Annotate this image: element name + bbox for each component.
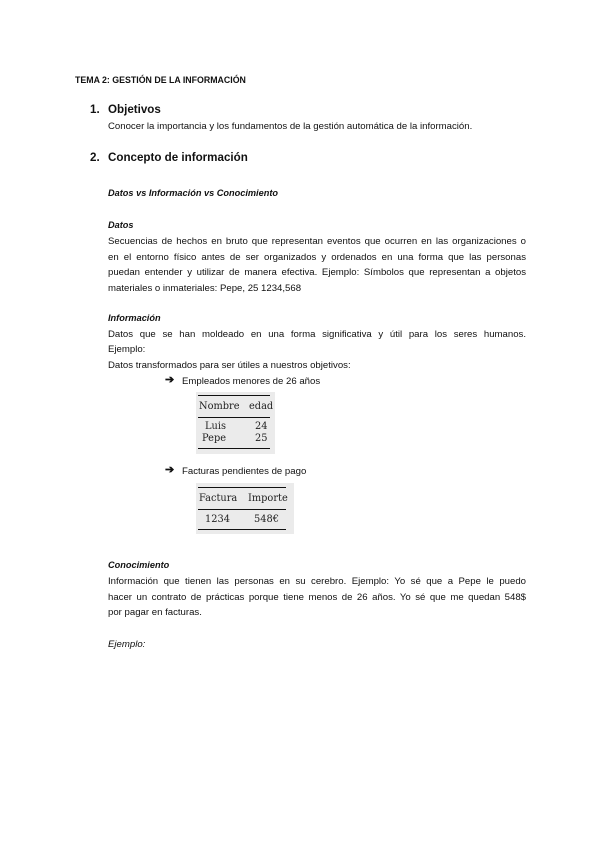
datos-line-1: Secuencias de hechos en bruto que representan eventos que ocurren en las organizaciones o <box>108 236 526 247</box>
informacion-line-2: Ejemplo: <box>108 344 146 355</box>
section-1-number: 1. <box>90 103 100 116</box>
section-1-text: Conocer la importancia y los fundamentos de la gestión automática de la información. <box>108 121 473 132</box>
conocimiento-heading: Conocimiento <box>108 560 170 570</box>
table-cell-pepe: Pepe <box>202 433 227 444</box>
table-header-importe: Importe <box>248 493 288 504</box>
informacion-line-1: Datos que se han moldeado en una forma significativa y útil para los seres humanos. <box>108 329 526 340</box>
informacion-heading: Información <box>108 313 161 323</box>
informacion-line-3: Datos transformados para ser útiles a nuestros objetivos: <box>108 360 351 371</box>
table-cell-24: 24 <box>255 421 268 432</box>
datos-line-3: puedan entender y utilizar de manera efectiva. Ejemplo: Símbolos que representan a objetos <box>108 267 526 278</box>
invoices-table <box>196 483 294 534</box>
table-header-edad: edad <box>249 401 274 412</box>
arrow-right-icon: ➔ <box>165 464 175 476</box>
bullet-empleados: Empleados menores de 26 años <box>182 376 321 387</box>
table-cell-548: 548€ <box>254 514 279 525</box>
employees-table <box>196 392 275 454</box>
ejemplo-label: Ejemplo: <box>108 639 146 650</box>
table-cell-luis: Luis <box>205 421 226 432</box>
table-header-factura: Factura <box>199 493 238 504</box>
datos-line-2: en el entorno físico antes de ser organizados y ordenados en una forma que las personas <box>108 252 526 263</box>
datos-line-4: materiales o inmateriales: Pepe, 25 1234,568 <box>108 283 302 294</box>
arrow-right-icon: ➔ <box>165 374 175 386</box>
table-header-nombre: Nombre <box>199 401 240 412</box>
section-1-heading: Objetivos <box>108 103 161 116</box>
section-2-number: 2. <box>90 151 100 164</box>
datos-heading: Datos <box>108 220 134 230</box>
bullet-facturas: Facturas pendientes de pago <box>182 466 307 477</box>
section-2-heading: Concepto de información <box>108 151 248 164</box>
table-cell-1234: 1234 <box>205 514 230 525</box>
table-mid-rule <box>198 509 286 510</box>
table-cell-25: 25 <box>255 433 268 444</box>
conocimiento-line-3: por pagar en facturas. <box>108 607 202 618</box>
table-top-rule <box>198 487 286 488</box>
page-title: TEMA 2: GESTIÓN DE LA INFORMACIÓN <box>75 75 246 85</box>
section-2-subtitle: Datos vs Información vs Conocimiento <box>108 188 279 198</box>
conocimiento-line-2: hacer un contrato de prácticas porque tiene menos de 26 años. Yo sé que me quedan 548$ <box>108 592 526 603</box>
table-bottom-rule <box>198 448 270 449</box>
table-top-rule <box>198 395 270 396</box>
table-bottom-rule <box>198 529 286 530</box>
table-mid-rule <box>198 417 270 418</box>
conocimiento-line-1: Información que tienen las personas en su cerebro. Ejemplo: Yo sé que a Pepe le puedo <box>108 576 526 587</box>
